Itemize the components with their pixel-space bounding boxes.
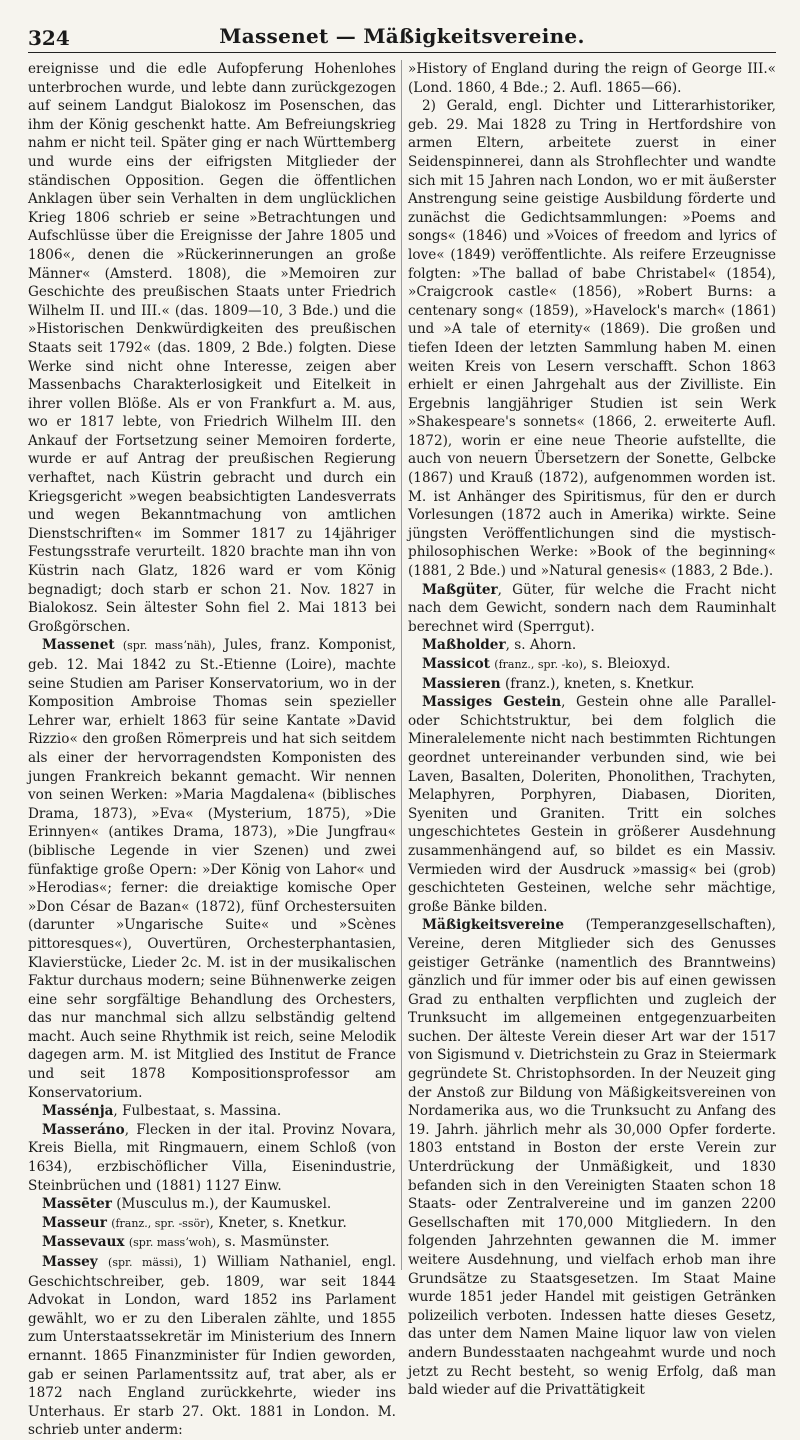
entry-headword: Masseur (42, 1214, 107, 1231)
entry-headword: Massiges Gestein (422, 694, 562, 711)
entry-text: , Fulbestaat, s. Massina. (113, 1103, 282, 1120)
entry-pronunciation: (franz., spr. -ko) (494, 658, 583, 671)
entry-headword: Massénja (42, 1103, 114, 1120)
entry-text: , s. Ahorn. (505, 637, 577, 654)
dictionary-entry (408, 636, 776, 655)
entry-pronunciation: (spr. massʼwoh) (128, 1236, 217, 1250)
entry-text: , 1) William Nathaniel, engl. Geschichtschreiber, geb. 1809, war seit 1844 Advokat in London, ward 1852 ins Parlament gewählt, wo er zu den Liberalen zählte, und 1855 zum Unterstaatssekretär im Ministerium des Innern ernannt. 1865 Finanzminister für Indien geworden, gab er seinen Parlamentssitz auf, trat aber, als er 1872 nach England zurückkehrte, wieder ins Unterhaus. Er starb 27. Okt. 1881 in London. M. schrieb unter anderm: (28, 1254, 397, 1439)
dictionary-entry (408, 581, 776, 637)
dictionary-entry (408, 655, 776, 675)
entry-headword: Massēter (42, 1196, 112, 1213)
page-number: 324 (28, 26, 70, 50)
entry-headword: Massieren (422, 675, 501, 692)
dictionary-entry (408, 675, 776, 694)
entry-headword: Mäßigkeitsvereine (422, 917, 565, 934)
entry-text: 2) Gerald, engl. Dichter und Litterarhistoriker, geb. 29. Mai 1828 zu Tring in Hertfordshire von armen Eltern, arbeitete zuerst in einer Seidenspinnerei, dann als Strohflechter und wandte sich mit 15 Jahren nach London, wo er mit äußerster Anstrengung seine geistige Ausbildung förderte und zunächst die Gedichtsammlungen: »Poems and songs« (1846) und »Voices of freedom and lyrics of love« (1849) veröffentlichte. Als reifere Erzeugnisse folgten: »The ballad of babe Christabel« (1854), »Craigcrook castle« (1856), »Robert Burns: a centenary song« (1859), »Havelock's march« (1861) und »A tale of eternity« (1869). Die großen und tiefen Ideen der letzten Sammlung haben M. einen weiten Kreis von Lesern verschafft. Schon 1863 erhielt er einen Jahrgehalt aus der Zivilliste. Ein Ergebnis langjähriger Studien ist sein Werk »Shakespeare's sonnets« (1866, 2. erweiterte Aufl. 1872), worin er eine neue Theorie aufstellte, die auch von neuern Übersetzern der Sonette, Gelbcke (1867) und Krauß (1872), aufgenommen worden ist. M. ist Anhänger des Spiritismus, für den er durch Vorlesungen (1872 auch in Amerika) wirkte. Seine jüngsten Veröffentlichungen sind die mystisch-philosophischen Werke: »Book of the beginning« (1881, 2 Bde.) und »Natural genesis« (1883, 2 Bde.). (408, 98, 776, 580)
entry-headword: Masseráno (42, 1121, 125, 1138)
entry-continuation (28, 60, 396, 636)
entry-text: , Jules, franz. Komponist, geb. 12. Mai 1842 zu St.-Etienne (Loire), machte seine Studien am Pariser Konservatorium, wo in der Komposition Ambroise Thomas sein spezieller Lehrer war, erhielt 1863 für seine Kantate »David Rizzio« den großen Römerpreis und hat sich seitdem als einer der hervorragendsten Komponisten des jungen Frankreich bekannt gemacht. Wir nennen von seinen Werken: »Maria Magdalena« (biblisches Drama, 1873), »Eva« (Mysterium, 1875), »Die Erinnyen« (antikes Drama, 1873), »Die Jungfrau« (biblische Legende in vier Szenen) und zwei fünfaktige große Opern: »Der König von Lahor« und »Herodias«; ferner: die dreiaktige komische Oper »Don César de Bazan« (1872), fünf Orchestersuiten (darunter »Ungarische Suite« und »Scènes pittoresques«), Ouvertüren, Orchesterphantasien, Klavierstücke, Lieder 2c. M. ist in der musikalischen Faktur durchaus modern; seine Bühnenwerke zeigen eine sehr sorgfältige Behandlung des Orchesters, das nur manchmal sich allzu selbständig geltend macht. Auch seine Rhythmik ist reich, seine Melodik dagegen arm. M. ist Mitglied des Institut de France und seit 1878 Kompositionsprofessor am Konservatorium. (28, 637, 396, 1101)
entry-text: (Temperanzgesellschaften), Vereine, deren Mitglieder sich des Genusses geistiger Getränke (namentlich des Branntweins) gänzlich und für immer oder bis auf einen gewissen Grad zu enthalten verpflichten und zugleich der Trunksucht im allgemeinen entgegenzuarbeiten suchen. Der älteste Verein dieser Art war der 1517 von Sigismund v. Dietrichstein zu Graz in Steiermark gegründete St. Christophsorden. In der Neuzeit ging der Anstoß zur Bildung von Mäßigkeitsvereinen von Nordamerika aus, wo die Trunksucht zu Anfang des 19. Jahrh. jährlich mehr als 30,000 Opfer forderte. 1803 entstand in Boston der erste Verein zur Unterdrückung der Unmäßigkeit, und 1830 befanden sich in den Vereinigten Staaten schon 18 Staats- oder Zentralvereine und im ganzen 2200 Gesellschaften mit 170,000 Mitgliedern. In den folgenden Jahrzehnten gewannen die M. immer weitere Ausdehnung, und vielfach erhob man ihre Grundsätze zu Staatsgesetzen. Im Staat Maine wurde 1851 jeder Handel mit geistigen Getränken polizeilich verboten. Indessen hatte dieses Gesetz, das unter dem Namen Maine liquor law von vielen andern Bundesstaaten nachgeahmt wurde und noch jetzt zu Recht besteht, so wenig Erfolg, daß man bald wieder auf die Privattätigkeit (408, 917, 776, 1399)
entry-text: »History of England during the reign of George III.« (Lond. 1860, 4 Bde.; 2. Aufl. 1865—66). (408, 61, 776, 96)
entry-continuation (408, 97, 776, 580)
entry-text: , Gestein ohne alle Parallel- oder Schichtstruktur, bei dem folglich die Mineralelemente nicht nach bestimmten Richtungen geordnet untereinander verbunden sind, wie bei Laven, Basalten, Doleriten, Phonolithen, Trachyten, Melaphyren, Porphyren, Diabasen, Dioriten, Syeniten und Graniten. Tritt ein solches ungeschichtetes Gestein in größerer Ausdehnung zusammenhängend auf, so bildet es ein Massiv. Vermieden wird der Ausdruck »massig« bei (grob) geschichteten Gesteinen, welche sehr mächtige, große Bänke bilden. (408, 694, 776, 915)
entry-text: , s. Bleioxyd. (582, 656, 671, 672)
dictionary-entry (28, 1253, 396, 1440)
entry-headword: Massicot (422, 656, 490, 672)
dictionary-entry (408, 693, 776, 916)
text-columns (28, 60, 776, 1439)
entry-text: , Kneter, s. Knetkur. (209, 1214, 347, 1231)
dictionary-entry (28, 1121, 396, 1195)
entry-text: , Flecken in der ital. Provinz Novara, Kreis Biella, mit Ringmauern, einem Schloß (von 1634), erzbischöflicher Villa, Eisenindustrie, Steinbrüchen und (1881) 1127 Einw. (28, 1121, 396, 1194)
dictionary-entry (28, 1102, 396, 1121)
left-column (28, 60, 397, 1439)
entry-headword: Massenet (42, 637, 115, 654)
entry-text: (franz.), kneten, s. Knetkur. (500, 675, 695, 692)
dictionary-entry (28, 1195, 396, 1214)
entry-text: ereignisse und die edle Aufopferung Hohenlohes unterbrochen wurde, und lebte dann zurückgezogen auf seinem Landgut Bialokosz im Posenschen, das ihm der König geschenkt hatte. Am Befreiungskrieg nahm er nicht teil. Später ging er nach Württemberg und wurde eins der eifrigsten Mitglieder der ständischen Opposition. Gegen die öffentlichen Anklagen über sein Verhalten in dem unglücklichen Krieg 1806 schrieb er seine »Betrachtungen und Aufschlüsse über die Ereignisse der Jahre 1805 und 1806«, denen die »Rückerinnerungen an große Männer« (Amsterd. 1808), die »Memoiren zur Geschichte des preußischen Staats unter Friedrich Wilhelm II. und III.« (das. 1809—10, 3 Bde.) und die »Historischen Denkwürdigkeiten des preußischen Staats seit 1792« (das. 1809, 2 Bde.) folgten. Diese Werke sind nicht ohne Interesse, zeigen aber Massenbachs Charakterlosigkeit und Eitelkeit in ihrer vollen Blöße. Als er von Frankfurt a. M. aus, wo er 1817 lebte, von Friedrich Wilhelm III. den Ankauf der Fortsetzung seiner Memoiren forderte, wurde er auf Antrag der preußischen Regierung verhaftet, nach Küstrin gebracht und durch ein Kriegsgericht »wegen beabsichtigten Landesverrats und wegen Bekanntmachung von amtlichen Dienstschriften« im Sommer 1817 zu 14jähriger Festungsstrafe verurteilt. 1820 brachte man ihn von Küstrin nach Glatz, 1826 ward er vom König begnadigt; doch starb er schon 21. Nov. 1827 in Bialokosz. Sein ältester Sohn fiel 2. Mai 1813 bei Großgörschen. (28, 61, 396, 635)
entry-headword: Massey (42, 1254, 98, 1270)
column-divider (401, 60, 402, 1270)
dictionary-entry (28, 1214, 396, 1234)
entry-pronunciation: (spr. mässi) (108, 1256, 179, 1269)
entry-text: , s. Masmünster. (216, 1234, 330, 1251)
entry-headword: Maßgüter (422, 581, 498, 598)
page-header (28, 24, 776, 53)
entry-continuation (408, 60, 776, 97)
entry-headword: Massevaux (42, 1234, 125, 1251)
dictionary-entry (408, 916, 776, 1399)
right-column (408, 60, 776, 1399)
dictionary-entry (28, 1233, 396, 1253)
entry-text: , Güter, für welche die Fracht nicht nach dem Gewicht, sondern nach dem Rauminhalt berechnet wird (Sperrgut). (408, 581, 776, 635)
running-head: Massenet — Mäßigkeitsvereine. (219, 24, 585, 48)
entry-pronunciation: (spr. massʼnäh) (122, 639, 212, 653)
entry-headword: Maßholder (422, 637, 506, 654)
entry-text: (Musculus m.), der Kaumuskel. (111, 1196, 332, 1213)
dictionary-page (28, 24, 776, 1439)
dictionary-entry (28, 636, 396, 1102)
entry-pronunciation: (franz., spr. -ssör) (111, 1216, 210, 1230)
